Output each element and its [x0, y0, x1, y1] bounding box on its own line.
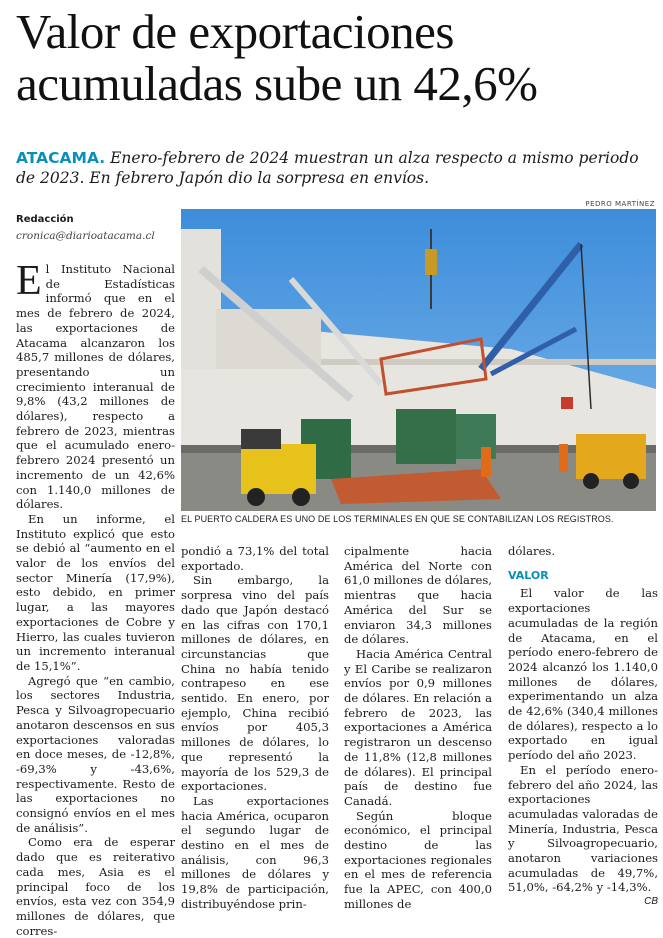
- paragraph-4b: pondió a 73,1% del total exportado.: [181, 544, 329, 573]
- paragraph-10: [508, 762, 658, 908]
- paragraph-6a: Las exportaciones hacia América, ocuparon el segundo lugar de destino en el mes de análisis, con 96,3 millones de dólares y 19,8% de participación, distribuyéndose prin-: [181, 793, 329, 911]
- port-photo: [181, 209, 656, 511]
- paragraph-3: Agregó que “en cambio, los sectores Industria, Pesca y Silvoagropecuario anotaron descensos en sus exportaciones valoradas en doce meses, de -12,8%, -69,3% y -43,6%, respectivamente. Resto de las exportaciones no consignó envíos en el mes de análisis”.: [16, 673, 175, 835]
- deck-text: Enero-febrero de 2024 muestran un alza respecto a mismo periodo de 2023. En febrero Japón dio la sorpresa en envíos.: [16, 149, 639, 187]
- column-4: [508, 544, 658, 910]
- deck: [16, 148, 656, 188]
- deck-kicker: ATACAMA.: [16, 149, 106, 167]
- byline-author: Redacción: [16, 214, 74, 225]
- paragraph-8a: Según bloque económico, el principal destino de las exportaciones regionales en el mes de referencia fue la APEC, con 400,0 millones de: [344, 808, 492, 911]
- paragraph-1: [16, 258, 175, 512]
- paragraph-9: El valor de las exportaciones acumuladas de la región de Atacama, en el período enero-febrero de 2024 alcanzó los 1.140,0 millones de dólares, experimentando un alza de 42,6% (340,4 millones de dólares), respecto a lo exportado en igual período del año 2023.: [508, 586, 658, 763]
- port-photo-illustration: [181, 209, 656, 511]
- column-1: [16, 258, 175, 938]
- paragraph-4a: Como era de esperar dado que es reiterativo cada mes, Asia es el principal foco de los envíos, esta vez con 354,9 millones de dólares, que corres-: [16, 835, 175, 938]
- byline-email[interactable]: cronica@diarioatacama.cl: [16, 230, 155, 242]
- subheading: VALOR: [508, 568, 549, 582]
- column-3: [344, 544, 492, 912]
- drop-cap: E: [16, 258, 42, 304]
- paragraph-6b: cipalmente hacia América del Norte con 61,0 millones de dólares, mientras que hacia América del Sur se enviaron 34,3 millones de dólares.: [344, 544, 492, 647]
- photo-credit: PEDRO MARTÍNEZ: [585, 200, 655, 208]
- paragraph-10-text: En el período enero-febrero del año 2024, las exportaciones acumuladas valoradas de Minería, Industria, Pesca y Silvoagropecuario, anotaron variaciones acumuladas de 49,7%, 51,0%, -64,2% y -14,3%.: [508, 762, 658, 895]
- paragraph-7: Hacia América Central y El Caribe se realizaron envíos por 0,9 millones de dólares. En relación a febrero de 2023, las exportaciones a América registraron un descenso de 11,8% (12,8 millones de dólares). El principal país de destino fue Canadá.: [344, 646, 492, 808]
- photo-caption: EL PUERTO CALDERA ES UNO DE LOS TERMINALES EN QUE SE CONTABILIZAN LOS REGISTROS.: [181, 514, 614, 524]
- paragraph-2: En un informe, el Instituto explicó que esto se debió al “aumento en el valor de los envíos del sector Minería (17,9%), esto debido, en primer lugar, a las mayores exportaciones de Cobre y Hierro, las cuales tuvieron un incremento interanual de 15,1%”.: [16, 511, 175, 673]
- paragraph-1-text: l Instituto Nacional de Estadísticas informó que en el mes de febrero de 2024, las exportaciones de Atacama alcanzaron los 485,7 millones de dólares, presentando un crecimiento interanual de 9,8% (43,2 millones de dólares), respecto a febrero de 2023, mientras que el acumulado enero-febrero 2024 presentó un incremento de un 42,6% con 1.140,0 millones de dólares.: [16, 262, 175, 512]
- end-mark: CB: [644, 896, 658, 908]
- column-2: [181, 544, 329, 912]
- headline: Valor de exportaciones acumuladas sube un 42,6%: [16, 4, 538, 111]
- byline: [16, 213, 176, 243]
- paragraph-5: Sin embargo, la sorpresa vino del país dado que Japón destacó en las cifras con 170,1 millones de dólares, en circunstancias que China no había tenido contrapeso en ese sentido. En enero, por ejemplo, China recibió envíos por 405,3 millones de dólares, lo que representó la mayoría de los 529,3 de exportaciones.: [181, 573, 329, 794]
- paragraph-8b: dólares.: [508, 544, 556, 558]
